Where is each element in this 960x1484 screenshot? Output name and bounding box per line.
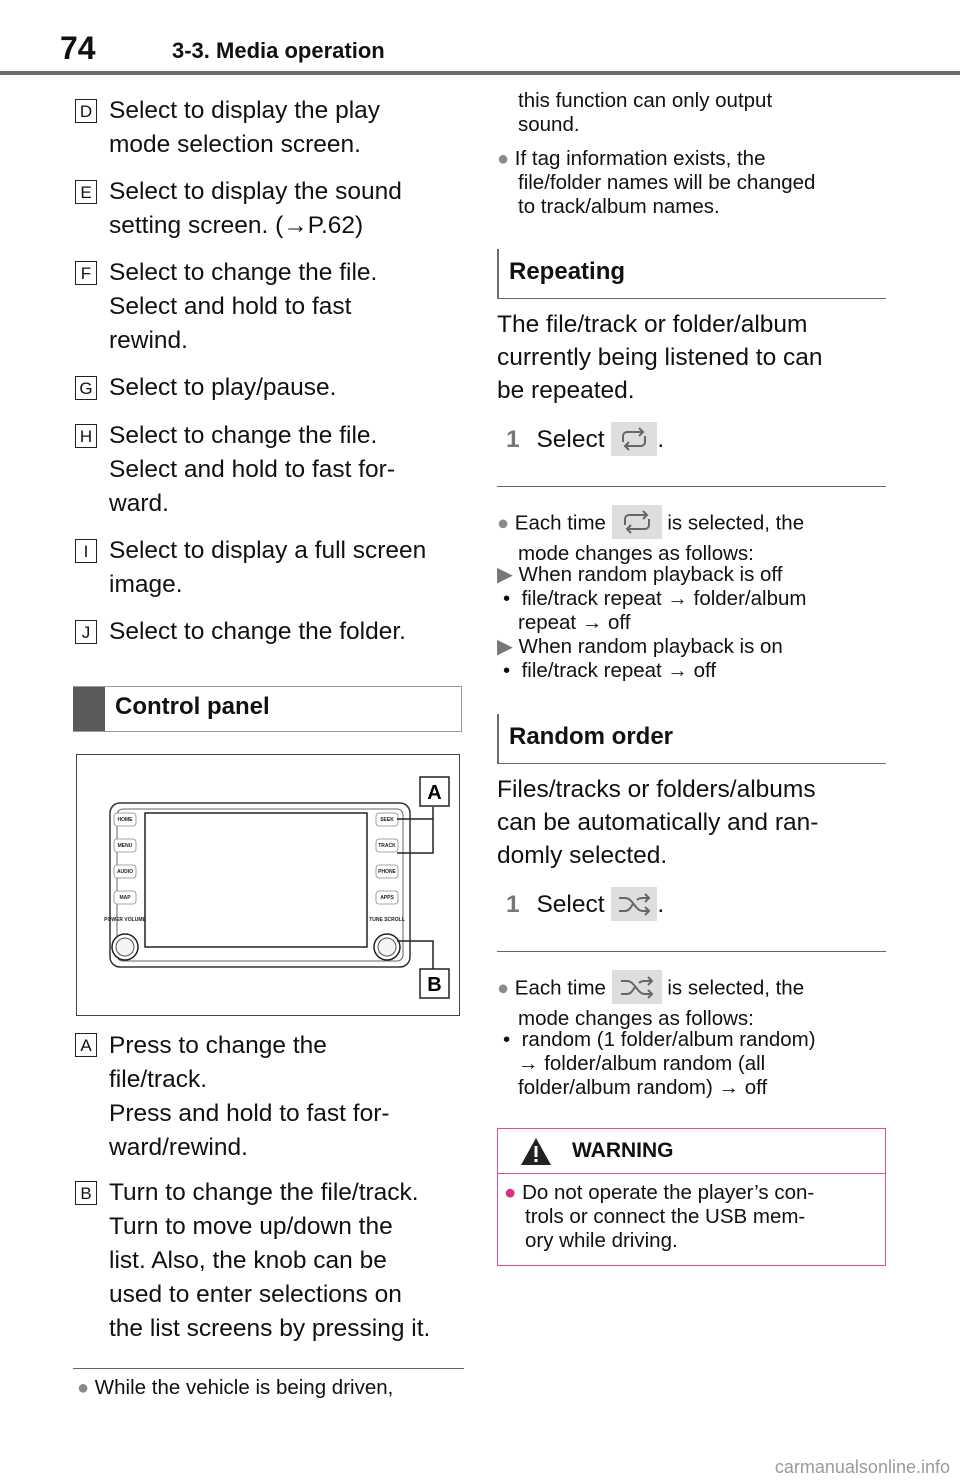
warning-text: ● Do not operate the player’s con- trols or connect the USB mem- ory while driving.: [504, 1181, 815, 1252]
repeating-heading: [497, 249, 886, 299]
step-number: 1: [506, 426, 520, 453]
bullet-icon: ●: [77, 1377, 90, 1399]
panel-btn-phone: PHONE: [378, 869, 396, 875]
repeating-body: The file/track or folder/album currently being listened to can be repeated.: [497, 311, 823, 404]
label-d: D: [75, 99, 97, 123]
panel-btn-apps: APPS: [380, 895, 394, 901]
warning-title: WARNING: [572, 1139, 674, 1162]
label-g: G: [75, 376, 97, 400]
repeating-note: ● Each time is selected, the: [497, 507, 804, 541]
item-f-text: Select to change the file. Select and hold to fast rewind.: [109, 259, 378, 354]
repeating-modes: ▶ When random playback is off • file/track repeat → folder/album repeat → off ▶ When random playback is on • file/track repeat → off: [497, 563, 807, 682]
section-title: 3-3. Media operation: [172, 38, 385, 63]
panel-btn-track: TRACK: [378, 843, 396, 849]
label-a: A: [75, 1033, 97, 1057]
bullet-icon: ●: [497, 148, 510, 170]
label-i: I: [75, 539, 97, 563]
warning-header: [498, 1129, 885, 1174]
item-d-text: Select to display the play mode selection screen.: [109, 97, 381, 158]
panel-btn-seek: SEEK: [380, 817, 394, 823]
bullet-icon: ●: [497, 512, 510, 535]
item-g-text: Select to play/pause.: [109, 374, 337, 401]
bottom-note: ● While the vehicle is being driven,: [77, 1376, 394, 1399]
random-modes: • random (1 folder/album random) → folder/album random (all folder/album random) → off: [503, 1028, 816, 1099]
repeating-step: 1 Select .: [506, 421, 664, 459]
random-heading: [497, 714, 886, 764]
step-number: 1: [506, 891, 520, 918]
random-body: Files/tracks or folders/albums can be automatically and ran- domly selected.: [497, 776, 819, 869]
bullet-icon: ●: [497, 977, 510, 1000]
label-h: H: [75, 424, 97, 448]
heading-bar: [73, 687, 105, 731]
page-number: 74: [60, 30, 96, 66]
panel-btn-audio: AUDIO: [116, 869, 134, 875]
callout-a: A: [427, 782, 442, 804]
warning-icon: [520, 1137, 552, 1166]
item-i-text: Select to display a full screen image.: [109, 537, 427, 598]
triangle-icon: ▶: [497, 563, 513, 586]
control-panel-heading: [73, 686, 462, 732]
panel-btn-tune-scroll: TUNE SCROLL: [369, 917, 405, 923]
item-h-text: Select to change the file. Select and hold to fast for- ward.: [109, 422, 395, 517]
panel-btn-map: MAP: [119, 895, 131, 901]
panel-btn-home: HOME: [117, 817, 133, 823]
shuffle-icon: [611, 887, 657, 921]
label-e: E: [75, 180, 97, 204]
random-title: Random order: [509, 723, 674, 750]
random-divider: [497, 951, 886, 952]
label-b: B: [75, 1181, 97, 1205]
random-step: 1 Select .: [506, 886, 664, 924]
left-bottom-divider: [73, 1368, 464, 1369]
label-j: J: [75, 620, 97, 644]
item-j-text: Select to change the folder.: [109, 618, 406, 645]
panel-btn-power-volume: POWER VOLUME: [104, 917, 146, 923]
header-divider: [0, 71, 960, 75]
triangle-icon: ▶: [497, 635, 513, 658]
random-note: ● Each time is selected, the: [497, 972, 804, 1006]
label-f: F: [75, 261, 97, 285]
item-e-text: Select to display the sound setting screen. (→P.62): [109, 178, 402, 239]
repeat-icon: [611, 422, 657, 456]
repeating-title: Repeating: [509, 258, 626, 285]
item-a-text: Press to change the file/track. Press and hold to fast for- ward/rewind.: [109, 1032, 390, 1161]
head-unit-drawing: [77, 755, 461, 1017]
continued-note: this function can only output sound.: [518, 89, 773, 136]
repeat-icon: [612, 505, 662, 539]
tag-info-note: ● If tag information exists, the file/folder names will be changed to track/album names.: [497, 147, 816, 218]
control-panel-title: Control panel: [115, 693, 270, 720]
callout-b: B: [427, 974, 442, 996]
watermark: carmanualsonline.info: [774, 1457, 950, 1477]
shuffle-icon: [612, 970, 662, 1004]
control-panel-illustration: [76, 754, 460, 1016]
repeating-divider: [497, 486, 886, 487]
panel-btn-menu: MENU: [117, 843, 133, 849]
item-b-text: Turn to change the file/track. Turn to move up/down the list. Also, the knob can be used to enter selections on the list screens by pressing it.: [109, 1179, 431, 1342]
repeating-note-cont: mode changes as follows:: [518, 542, 754, 565]
warning-box: [497, 1128, 886, 1266]
bullet-icon: ●: [504, 1181, 517, 1204]
random-note-cont: mode changes as follows:: [518, 1007, 754, 1030]
